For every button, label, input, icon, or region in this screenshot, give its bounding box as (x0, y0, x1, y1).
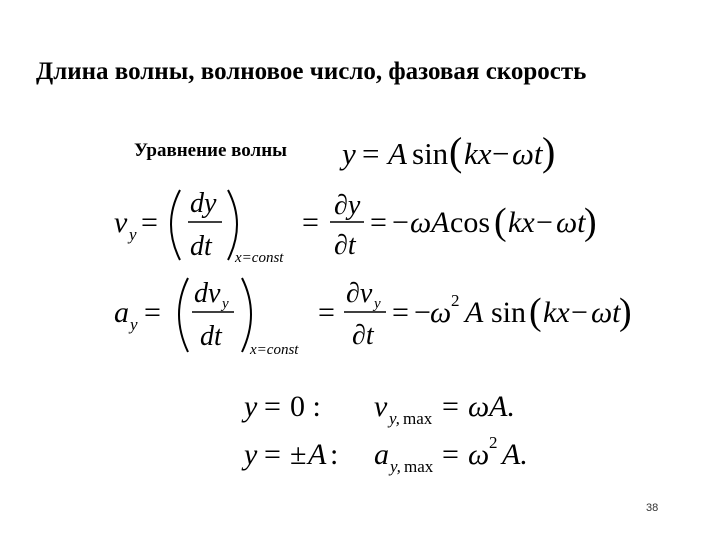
svg-text:a: a (374, 438, 389, 471)
svg-text:ωt: ωt (591, 296, 621, 329)
svg-text:∂v: ∂v (346, 278, 373, 309)
svg-text:A: A (308, 438, 327, 471)
svg-text:=: = (264, 390, 281, 423)
svg-text:cos: cos (450, 206, 490, 239)
svg-text:ωA.: ωA. (468, 390, 516, 423)
svg-text:y: y (222, 296, 229, 312)
svg-text:): ) (619, 291, 632, 333)
svg-text:kx: kx (508, 206, 535, 239)
svg-text:x=const: x=const (250, 342, 299, 358)
svg-text:ωt: ωt (556, 206, 586, 239)
svg-text:dt: dt (190, 231, 212, 262)
svg-text:max: max (403, 409, 433, 428)
wave-equation-label: Уравнение волны (134, 140, 287, 161)
svg-text:−: − (414, 296, 431, 329)
svg-text:2: 2 (489, 433, 498, 452)
svg-text:a: a (114, 296, 129, 329)
svg-text:ω: ω (468, 438, 490, 471)
svg-text:(: ( (529, 291, 542, 333)
svg-text:ωt: ωt (512, 136, 543, 171)
svg-text:x=const: x=const (235, 250, 284, 266)
svg-text:(: ( (449, 129, 463, 174)
svg-text:y: y (130, 315, 138, 334)
slide-title: Длина волны, волновое число, фазовая скорость (36, 58, 587, 85)
svg-text:±: ± (290, 438, 307, 471)
velocity-equation (114, 188, 597, 266)
svg-text:y,: y, (390, 457, 401, 476)
svg-text:=: = (144, 296, 161, 329)
svg-text:(: ( (494, 201, 507, 243)
svg-text:2: 2 (451, 291, 460, 310)
svg-text:0 :: 0 : (290, 390, 321, 423)
svg-text:max: max (404, 457, 434, 476)
condition-y-zero (241, 390, 515, 428)
svg-text:kx: kx (464, 136, 492, 171)
svg-text:∂t: ∂t (352, 320, 374, 351)
svg-text:): ) (584, 201, 597, 243)
svg-text:dt: dt (200, 321, 222, 352)
svg-text:y: y (244, 438, 258, 471)
svg-text:=: = (318, 296, 335, 329)
svg-text:=: = (370, 206, 387, 239)
acceleration-equation (114, 278, 632, 358)
svg-text:−: − (492, 136, 510, 171)
svg-text:=: = (141, 206, 158, 239)
svg-text:y: y (374, 296, 381, 312)
svg-text:A.: A. (502, 438, 528, 471)
svg-text:sin: sin (412, 136, 449, 171)
svg-text:=: = (442, 390, 459, 423)
svg-text:=: = (392, 296, 409, 329)
svg-text::: : (330, 438, 339, 471)
svg-text:v: v (114, 206, 128, 239)
svg-text:−: − (571, 296, 588, 329)
svg-text:kx: kx (543, 296, 570, 329)
svg-text:y: y (129, 225, 137, 244)
svg-text:dy: dy (190, 188, 217, 219)
svg-text:sin: sin (491, 296, 527, 329)
slide-number: 38 (646, 502, 659, 514)
svg-text:v: v (374, 390, 388, 423)
svg-text:=: = (264, 438, 281, 471)
svg-text:=: = (302, 206, 319, 239)
svg-text:ωA: ωA (410, 206, 450, 239)
svg-text:=: = (442, 438, 459, 471)
svg-text:A: A (388, 136, 407, 171)
svg-text:): ) (542, 129, 556, 174)
condition-y-pm-a (241, 433, 528, 476)
svg-text:∂y: ∂y (334, 190, 361, 221)
svg-text:dv: dv (194, 278, 221, 309)
svg-text:−: − (392, 206, 409, 239)
wave-equation (339, 129, 555, 174)
svg-text:=: = (362, 136, 380, 171)
svg-text:y: y (244, 390, 258, 423)
svg-text:−: − (536, 206, 553, 239)
svg-text:∂t: ∂t (334, 230, 356, 261)
svg-text:y: y (342, 136, 356, 171)
svg-text:A: A (465, 296, 484, 329)
svg-text:y,: y, (389, 409, 400, 428)
svg-text:ω: ω (430, 296, 452, 329)
